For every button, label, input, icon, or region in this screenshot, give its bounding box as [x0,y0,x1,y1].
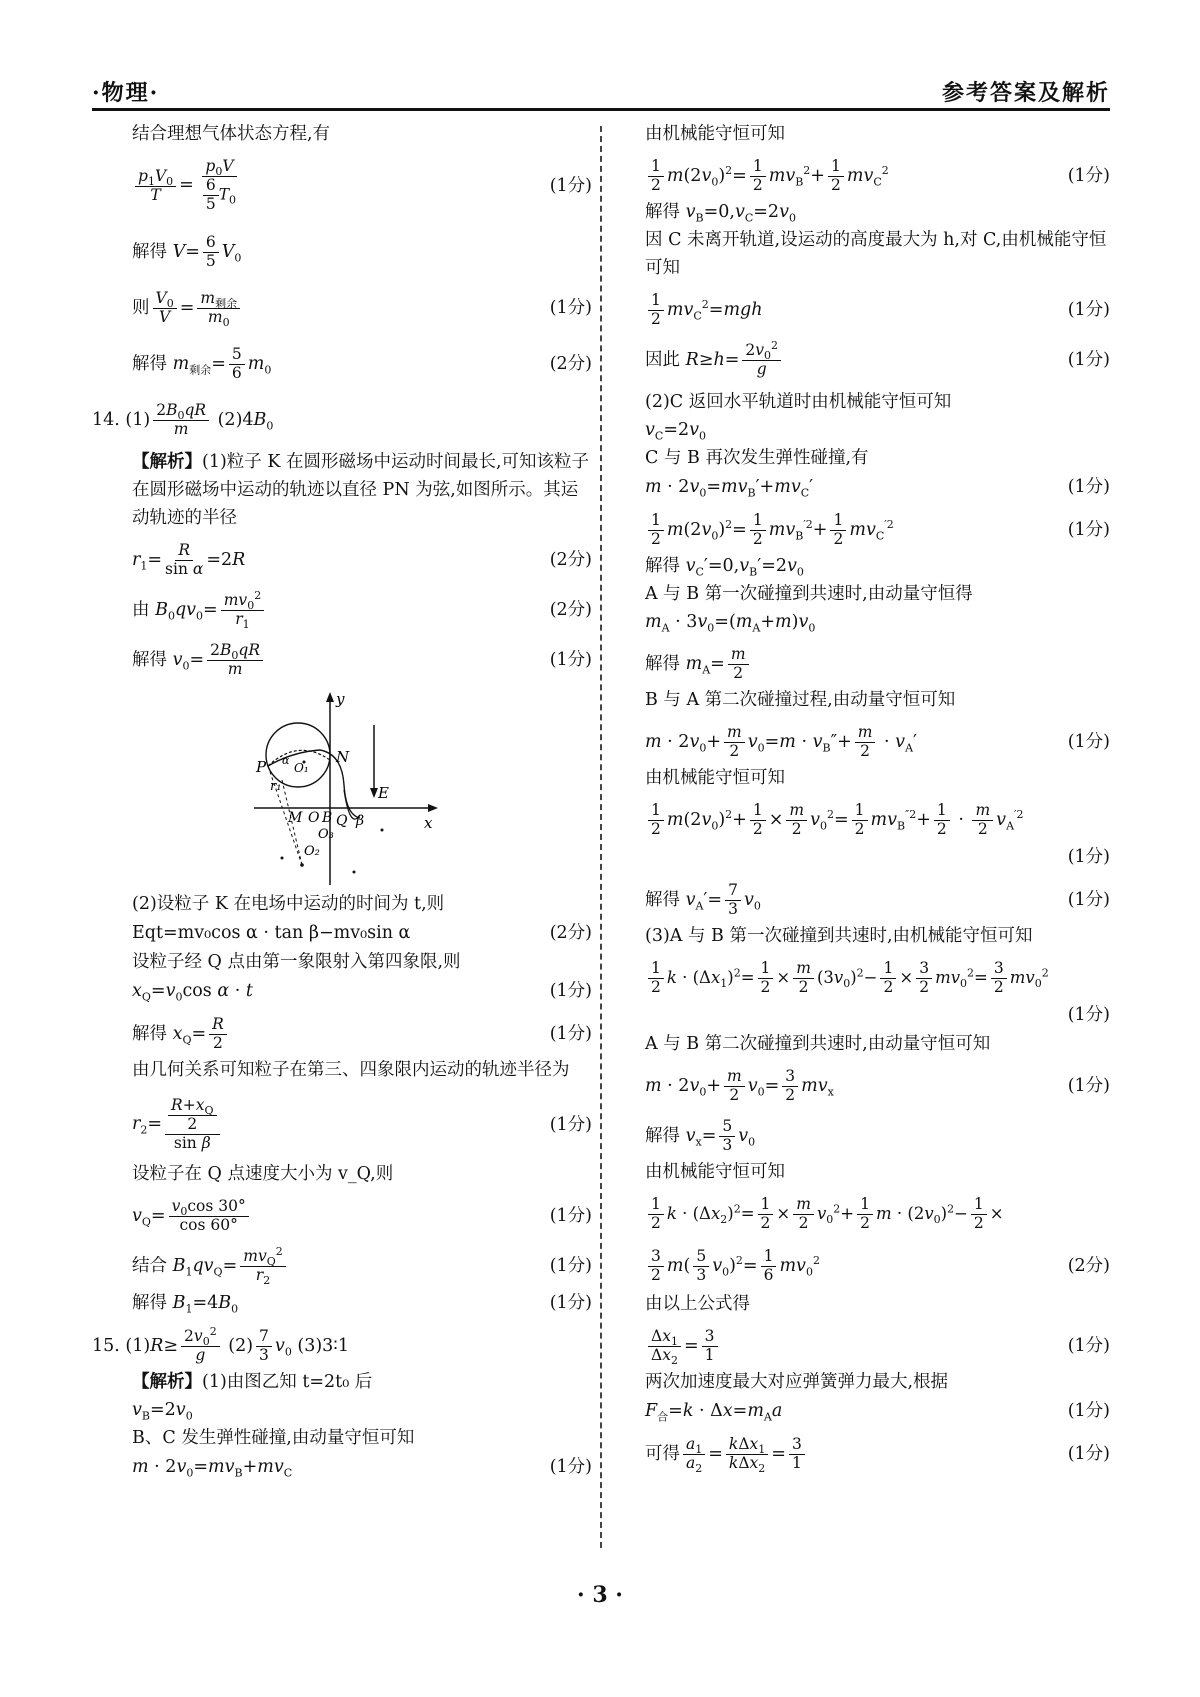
answer-14: 14. (1) $\frac{2B_0qR}{m}$ $(2)4B_0$ [92,400,274,438]
text-line: 由几何关系可知粒子在第三、四象限内运动的轨迹半径为 [132,1060,570,1080]
equation-row [92,1012,592,1056]
text-line: 两次加速度最大对应弹簧弹力最大,根据 [645,1372,949,1392]
score: (1分) [549,1205,592,1226]
equation-row [645,1064,1110,1108]
score: (1分) [1067,731,1110,752]
equation: $\frac{1}{2}$ $m(2v_0)^2=$ $\frac{1}{2}$ $mv_B^2+$ $\frac{1}{2}$ $mv_C^2$ [645,158,1068,195]
score: (1分) [549,297,592,318]
equation-row [645,338,1110,382]
score: (2分) [1067,1255,1110,1276]
explanation-14: 【解析】(1)粒子 K 在圆形磁场中运动时间最长,可知该粒子在圆形磁场中运动的轨迹以直径 PN 为弦,如图所示。其运动轨迹的半径 [132,452,590,528]
point-label: O [308,810,320,826]
text-line: (3)A 与 B 第一次碰撞到共速时,由机械能守恒可知 [645,926,1033,946]
page-header [92,72,1110,108]
equation-row [645,1114,1110,1158]
equation-row [92,342,592,386]
equation: $v_C=2v_0$ [645,420,707,443]
score: (1分) [1067,1075,1110,1096]
equation: 解得 $m_{剩余}=$ $\frac{5}{6}$ $m_0$ [132,344,272,382]
equation-row [645,720,1110,764]
equation: 解得 $m_A=$ $\frac{m}{2}$ [645,646,1110,683]
score: (1分) [549,1114,592,1135]
point-label: O₃ [318,827,334,842]
equation-row [645,288,1110,332]
score: (2分) [549,922,592,943]
score: (1分) [1067,519,1110,540]
equation: 解得 $v_A'=$ $\frac{7}{3}$ $v_0$ [645,880,761,918]
field-diagram [232,690,592,890]
equation-row [92,638,592,682]
score: (1分) [1067,1004,1110,1025]
point-label: O₂ [304,844,320,859]
text-line: 由机械能守恒可知 [645,1162,785,1182]
equation: $m_A \cdot 3v_0=(m_A+m)v_0$ [645,612,816,635]
equation: 因此 R≥h= $\frac{2v_0^2}{g}$ [645,342,1068,379]
point-label: O₁ [294,761,309,775]
text-line: 由以上公式得 [645,1294,750,1314]
answer-title: 参考答案及解析 [941,80,1110,106]
equation-row [645,1432,1110,1476]
equation: $v_B=2v_0$ [132,1400,193,1423]
equation: $\frac{1}{2}$ $m(2v_0)^2=$ $\frac{1}{2}$ $mv_B^{'2}+$ $\frac{1}{2}$ $mv_C^{'2}$ [645,512,1068,549]
score: (1分) [1067,476,1110,497]
score: (1分) [549,175,592,196]
score: (1分) [1067,846,1110,867]
equation: 解得 $v_0=$ $\frac{2B_0qR}{m}$ [132,642,550,679]
score: (1分) [549,1023,592,1044]
equation: $\frac{\Delta x_1}{\Delta x_2}$ = $\frac{3}{1}$ [645,1328,1068,1365]
equation: 可得 $\frac{a_1}{a_2}$ = $\frac{k\Delta x_1}{k\Delta x_2}$ = $\frac{3}{1}$ [645,1436,1068,1473]
point-label: E [378,784,389,802]
equation-row [92,1090,592,1160]
score: (1分) [549,1456,592,1477]
equation: $m \cdot 2v_0+$ $\frac{m}{2}$ $v_0=m \cdot v_B''+$ $\frac{m}{2}$ · $v_A'$ [645,722,917,760]
explanation-15: 【解析】(1)由图乙知 t=2t₀ 后 [132,1372,373,1392]
column-divider [600,126,602,1548]
text-line: 由机械能守恒可知 [645,124,785,144]
equation-row [645,1396,1110,1426]
text-line: (2)设粒子 K 在电场中运动的时间为 t,则 [132,894,445,914]
equation-row [92,1194,592,1238]
equation-row [92,286,592,330]
equation-row [645,1242,1110,1290]
score: (1分) [549,1255,592,1276]
equation-row [645,1324,1110,1368]
equation: 解得 V= $\frac{6}{5}$ $V_0$ [132,232,242,270]
score: (1分) [1067,1335,1110,1356]
point-label: Q [336,813,348,829]
page-number: · 3 · [577,1582,623,1608]
equation-row [645,508,1110,552]
equation: $\frac{1}{2}$ $k \cdot (\Delta x_2)^2=$ $\frac{1}{2}$ × $\frac{m}{2}$ $v_0^2+$ $\frac{1}{2}$ $m \cdot (2v_0)^2-$ $\frac{1}{2}$ × [645,1196,1110,1233]
point-label: r₁ [270,779,282,794]
equation-row [645,798,1110,842]
equation: 解得 $v_C'=0,v_B'=2v_0$ [645,556,804,579]
equation: 结合 $B_1qv_Q=$ $\frac{mv_Q^2}{r_2}$ [132,1248,550,1285]
axis-label-x: x [424,814,433,832]
point-label: M [288,810,303,826]
text-line: 设粒子经 Q 点由第一象限射入第四象限,则 [132,952,461,972]
equation-row [645,878,1110,922]
score: (1分) [549,649,592,670]
equation-row [92,538,592,582]
header-rule [92,108,1110,111]
text-line: A 与 B 第一次碰撞到共速时,由动量守恒得 [645,584,973,604]
score: (1分) [1067,299,1110,320]
equation: 解得 $B_1=4B_0$ [132,1292,239,1315]
equation: 解得 $x_Q=$ $\frac{R}{2}$ [132,1016,550,1053]
equation-row [645,842,1110,872]
equation-row [645,1000,1110,1030]
text-line: B、C 发生弹性碰撞,由动量守恒可知 [132,1428,415,1448]
text-line: 结合理想气体状态方程,有 [132,124,331,144]
equation-row [645,472,1110,502]
equation: $\frac{1}{2}$ $k \cdot (\Delta x_1)^2=$ $\frac{1}{2}$ × $\frac{m}{2}$ $(3v_0)^2-$ $\frac{1}{2}$ × $\frac{3}{2}$ $mv_0^2=$ $\frac{3}{2}$ $mv_0^2$ [645,960,1110,997]
point-label: B [322,810,333,826]
score: (1分) [1067,349,1110,370]
text-line: C 与 B 再次发生弹性碰撞,有 [645,448,869,468]
equation: $v_Q=$ $\frac{v_0\cos 30^\circ}{\cos 60^\circ}$ [132,1198,550,1235]
score: (1分) [1067,165,1110,186]
point-label: P [256,758,267,776]
equation: $\frac{1}{2}$ $mv_C^2=mgh$ [645,292,1068,329]
equation: Eqt=mv₀cos α · tan β−mv₀sin α [132,922,411,943]
equation: 解得 $v_B=0,v_C=2v_0$ [645,202,796,225]
equation: $\frac{1}{2}$ $m(2v_0)^2+$ $\frac{1}{2}$ × $\frac{m}{2}$ $v_0^2=$ $\frac{1}{2}$ $mv_B^{''2}+$ $\frac{1}{2}$ · $\frac{m}{2}$ $v_A^{'2}$ [645,802,1110,839]
point-label: N [336,748,350,766]
text-line: 设粒子在 Q 点速度大小为 v_Q,则 [132,1164,394,1184]
score: (1分) [549,980,592,1001]
score: (1分) [1067,1400,1110,1421]
text-line: B 与 A 第二次碰撞过程,由动量守恒可知 [645,690,956,710]
text-line: (2)C 返回水平轨道时由机械能守恒可知 [645,392,952,412]
equation: $r_1=$ $\frac{R}{\text{sin α}}$ =2R [132,540,246,578]
equation-row [645,642,1110,686]
score: (2分) [549,353,592,374]
score: (2分) [549,549,592,570]
equation: 解得 $v_x=$ $\frac{5}{3}$ $v_0$ [645,1116,756,1154]
equation-row [92,154,592,218]
equation-row [92,976,592,1006]
equation-row [645,956,1110,1000]
equation-row [92,918,592,948]
equation: $F_合=k \cdot \Delta x=m_Aa$ [645,1400,783,1423]
equation: $\frac{p_1V_0}{T}$ = $p_0V$ $\frac{6}{5}$ $T_0$ [132,158,550,213]
answer-15: 15. (1)R≥ $\frac{2v_0^2}{g}$ (2) $\frac{7}{3}$ $v_0$ (3)3∶1 [92,1324,349,1364]
point-label: α [282,754,290,767]
score: (1分) [1067,889,1110,910]
equation-row [92,1244,592,1288]
equation: $m \cdot 2v_0+$ $\frac{m}{2}$ $v_0=$ $\frac{3}{2}$ $mv_x$ [645,1066,834,1104]
equation: $r_2=$ $\frac{\frac{R+x_Q}{2}}{\text{sin β}}$ [132,1097,550,1152]
score: (1分) [549,1292,592,1313]
text-line: A 与 B 第二次碰撞到共速时,由动量守恒可知 [645,1034,991,1054]
equation-row [92,230,592,274]
score: (1分) [1067,1443,1110,1464]
equation: $\frac{3}{2}$ m( $\frac{5}{3}$ $v_0)^2=$ $\frac{1}{6}$ $mv_0^2$ [645,1248,1068,1285]
score: (2分) [549,599,592,620]
equation: $m \cdot 2v_0=mv_B'+mv_C'$ [645,476,814,499]
point-label: β [356,813,365,829]
equation-row [645,1192,1110,1236]
equation-row [92,588,592,632]
left-column [92,120,592,1482]
equation-row [92,1452,592,1482]
equation-row [645,154,1110,198]
text-line: 由机械能守恒可知 [645,768,785,788]
equation-row [92,1288,592,1318]
equation: 则 $\frac{V_0}{V}$ = $\frac{m_{剩余}}{m_0}$ [132,290,550,327]
subject-label: ·物理· [92,80,160,106]
right-column [645,120,1110,1476]
axis-label-y: y [336,690,345,708]
equation: $m \cdot 2v_0=mv_B+mv_C$ [132,1456,293,1479]
equation: $x_Q=v_0\cos$ α · t [132,980,253,1003]
text-line: 因 C 未离开轨道,设运动的高度最大为 h,对 C,由机械能守恒可知 [645,230,1107,278]
equation: 由 $B_0qv_0=$ $\frac{mv_0^2}{r_1}$ [132,592,550,629]
